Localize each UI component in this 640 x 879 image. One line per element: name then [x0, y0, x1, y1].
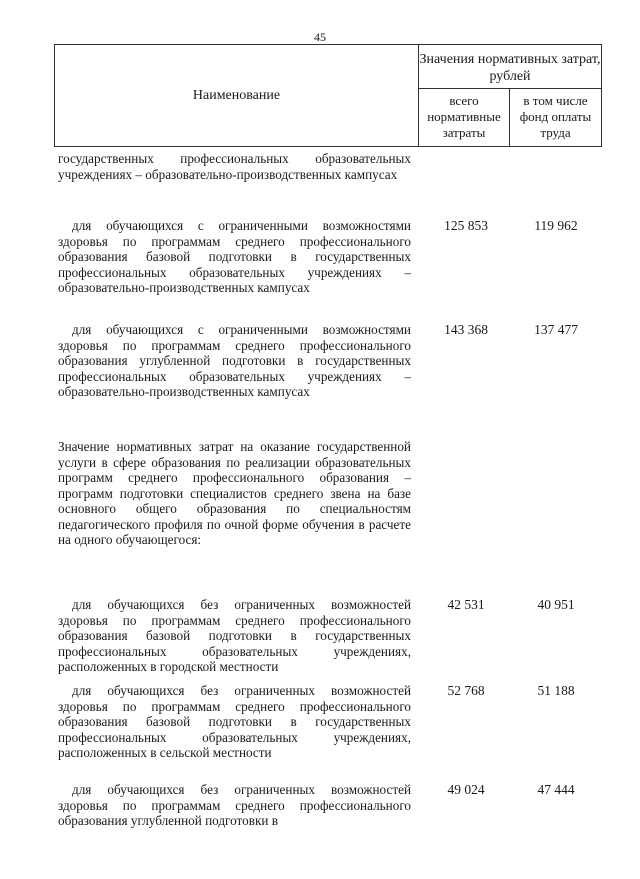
table-row-text: для обучающихся с ограниченными возможностями здоровья по программам среднего профессионального образования базовой подготовки в государственных профессиональных образовательных учреждениях – образовательно-производственных кампусах — [58, 218, 411, 295]
table-row-salary: 40 951 — [537, 597, 575, 612]
header-total-column: всего нормативные затраты — [419, 89, 510, 146]
header-values-group: Значения нормативных затрат, рублей — [419, 45, 601, 89]
table-header — [54, 44, 602, 147]
table-row-total: 143 368 — [444, 322, 488, 337]
table-row-text: Значение нормативных затрат на оказание государственной услуги в сфере образования по реализации образовательных программ среднего профессионального образования – программ подготовки специалистов среднего звена на базе основного общего образования по специальностям педагогического профиля по очной форме обучения в расчете на одного обучающегося: — [58, 439, 411, 547]
table-row-salary: 119 962 — [534, 218, 578, 233]
page-number: 45 — [314, 30, 326, 44]
table-row-text: для обучающихся без ограниченных возможностей здоровья по программам среднего профессионального образования базовой подготовки в государственных профессиональных образовательных учреждениях, расположенных в городской местности — [58, 597, 411, 674]
table-row-salary: 51 188 — [537, 683, 575, 698]
table-row-text: государственных профессиональных образовательных учреждениях – образовательно-производственных кампусах — [58, 151, 411, 182]
table-row-salary: 47 444 — [537, 782, 575, 797]
table-row-total: 42 531 — [447, 597, 485, 612]
table-row-text: для обучающихся без ограниченных возможностей здоровья по программам среднего профессионального образования углубленной подготовки в — [58, 782, 411, 828]
header-name-column: Наименование — [55, 45, 419, 146]
table-row-total: 52 768 — [447, 683, 485, 698]
table-row-total: 125 853 — [444, 218, 488, 233]
table-row-total: 49 024 — [447, 782, 485, 797]
table-row-text: для обучающихся без ограниченных возможностей здоровья по программам среднего профессионального образования базовой подготовки в государственных профессиональных образовательных учреждениях, расположенных в сельской местности — [58, 683, 411, 760]
table-row-text: для обучающихся с ограниченными возможностями здоровья по программам среднего профессионального образования углубленной подготовки в государственных профессиональных образовательных учреждениях – образовательно-производственных кампусах — [58, 322, 411, 399]
header-salary-column: в том числе фонд оплаты труда — [519, 93, 592, 140]
table-row-salary: 137 477 — [534, 322, 578, 337]
